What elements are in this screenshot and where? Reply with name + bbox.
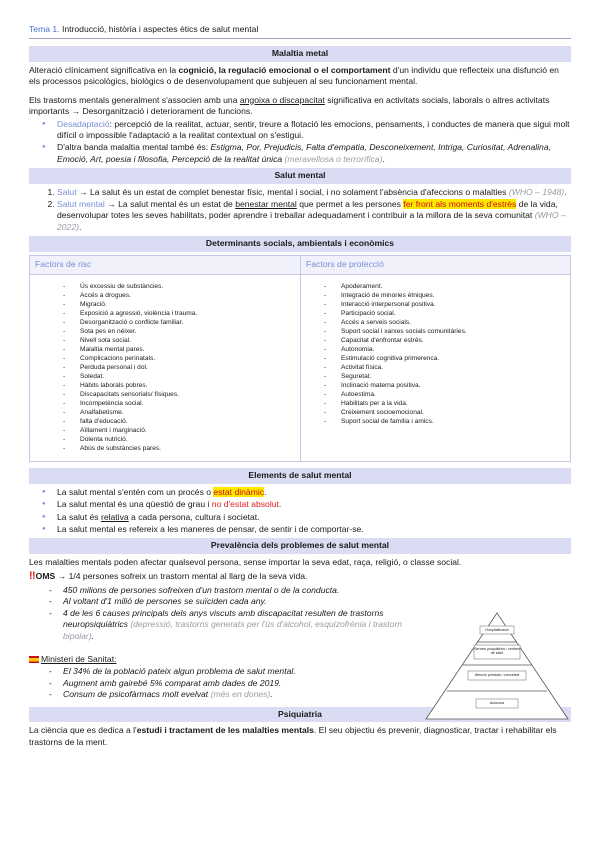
salut-definitions bbox=[29, 187, 571, 234]
list-item: ● Desadaptació: percepció de la realitat, actuar, sentir, treure a flotació les emocions, pensaments, i conductes de manera que sigui molt difícil o impossible l'adaptació a la realitat contextual on s'estigui. bbox=[57, 119, 571, 142]
tema-number: Tema 1. bbox=[29, 24, 60, 34]
factors-table bbox=[29, 255, 571, 463]
risk-header: Factors de risc bbox=[30, 256, 300, 275]
risk-item: - Accés a drogues. bbox=[80, 291, 300, 300]
risk-item: - Soledat. bbox=[80, 372, 300, 381]
list-item: 1. Salut → La salut és un estat de complet benestar físic, mental i social, i no solament l'absència d'afeccions o malalties (WHO – 1948). bbox=[57, 187, 571, 198]
risk-item: - Ús excessiu de substàncies. bbox=[80, 282, 300, 291]
risk-item: - Malaltia mental pares. bbox=[80, 345, 300, 354]
risk-item: - Sota pes en néixer. bbox=[80, 327, 300, 336]
list-item: ● D'altra banda malaltia mental també és: Estigma, Por, Prejudicis, Falta d'empatia, Desconeixement, Intriga, Curiositat, Adrenalina, Emoció, Art, poesia i filosofia, Percepció de la realitat única (meravellosa o terrorífica). bbox=[57, 142, 571, 165]
protection-item: - Suport social i xarxes socials comunitàries. bbox=[341, 327, 570, 336]
risk-item: - Discapacitats sensorials/ físiques. bbox=[80, 390, 300, 399]
risk-item: - Abús de substàncies pares. bbox=[80, 444, 300, 453]
section-title-determinants: Determinants socials, ambientals i econòmics bbox=[29, 236, 571, 251]
protection-column bbox=[300, 256, 570, 462]
protection-item: - Autonomia. bbox=[341, 345, 570, 354]
protection-header: Factors de protecció bbox=[301, 256, 570, 275]
list-item: ● La salut mental s'entén com un procés o estat dinàmic. bbox=[57, 487, 571, 498]
risk-list bbox=[30, 275, 300, 462]
ministeri-title: Ministeri de Sanitat: bbox=[29, 654, 571, 665]
ministeri-list bbox=[29, 666, 429, 700]
risk-item: - Complicacions perinatals. bbox=[80, 354, 300, 363]
definition-paragraph: Alteració clínicament significativa en la cognició, la regulació emocional o el comportament d'un individu que reflecteix una disfunció en els processos psicològics, biològics o de desenvolupament que subjeuen al seu funcionament mental. bbox=[29, 64, 559, 87]
list-item: - 4 de les 6 causes principals dels anys viscuts amb discapacitat resulten de trastorns neuropsiquiàtrics (depressió, trastorns generats per l'ús d'alcohol, esquizofrènia i trastorn bipolar). bbox=[63, 608, 429, 642]
elements-bullets bbox=[29, 487, 571, 536]
risk-item: - falta d'educació. bbox=[80, 417, 300, 426]
protection-item: - Estimulació cognitiva primerenca. bbox=[341, 354, 570, 363]
list-item: - Consum de psicofàrmacs molt evelvat (més en dones). bbox=[63, 689, 429, 700]
pyramid-label: Autocura bbox=[489, 701, 505, 705]
section-title-prevalencia: Prevalència dels problemes de salut mental bbox=[29, 538, 571, 553]
oms-line: ‼OMS → 1/4 persones sofreix un trastorn mental al llarg de la seva vida. bbox=[29, 570, 308, 583]
protection-item: - Apoderament. bbox=[341, 282, 570, 291]
risk-item: - Hàbits laborals pobres. bbox=[80, 381, 300, 390]
list-item: - 450 milions de persones sofreixen d'un trastorn mental o de la conducta. bbox=[63, 585, 429, 596]
protection-item: - Autoestima. bbox=[341, 390, 570, 399]
list-item: 2. Salut mental → La salut mental és un estat de benestar mental que permet a les persones fer front als moments d'estrès de la vida, desenvolupar totes les seves habilitats, poder aprendre i treballar adequadament i contribuir a la millora de la seva comunitat (WHO – 2022). bbox=[57, 199, 571, 233]
protection-item: - Habilitats per a la vida. bbox=[341, 399, 570, 408]
care-pyramid-figure bbox=[424, 611, 570, 721]
protection-item: - Suport social de família i amics. bbox=[341, 417, 570, 426]
list-item: ● La salut mental és una qüestió de grau i no d'estat absolut. bbox=[57, 499, 571, 510]
section-title-malaltia: Malaltia metal bbox=[29, 46, 571, 61]
risk-item: - Analfabetisme. bbox=[80, 408, 300, 417]
pyramid-label: Hospitalització bbox=[485, 628, 509, 632]
protection-item: - Participació social. bbox=[341, 309, 570, 318]
list-item: - Al voltant d'1 milió de persones se suïciden cada any. bbox=[63, 596, 429, 607]
risk-item: - Exposició a agressió, violència i trauma. bbox=[80, 309, 300, 318]
protection-item: - Interacció interpersonal positiva. bbox=[341, 300, 570, 309]
protection-list bbox=[301, 275, 570, 435]
list-item: - El 34% de la població pateix algun problema de salut mental. bbox=[63, 666, 429, 677]
section-title-salut: Salut mental bbox=[29, 168, 571, 183]
alert-icon: ‼ bbox=[29, 570, 36, 583]
risk-item: - Aïllament i marginació. bbox=[80, 426, 300, 435]
protection-item: - Creixement socioemocional. bbox=[341, 408, 570, 417]
protection-item: - Accés a serveis socials. bbox=[341, 318, 570, 327]
oms-list bbox=[29, 585, 429, 642]
pyramid-label: Atenció primària / comunitat bbox=[474, 673, 520, 677]
list-item: ● La salut mental es refereix a les maneres de pensar, de sentir i de comportar-se. bbox=[57, 524, 571, 535]
risk-item: - Migració. bbox=[80, 300, 300, 309]
prevalencia-intro: Les malalties mentals poden afectar qualsevol persona, sense importar la seva edat, raça, religió, o classe social. bbox=[29, 556, 462, 567]
protection-item: - Inclinació materna positiva. bbox=[341, 381, 570, 390]
association-paragraph: Els trastorns mentals generalment s'associen amb una angoixa o discapacitat significativa en activitats socials, laborals o altres activitats importants → Desorganització i deteriorament de funcions. bbox=[29, 94, 550, 117]
list-item: ● La salut és relativa a cada persona, cultura i societat. bbox=[57, 512, 571, 523]
malaltia-bullets bbox=[29, 119, 571, 166]
section-title-elements: Elements de salut mental bbox=[29, 468, 571, 483]
spain-flag-icon bbox=[29, 656, 39, 663]
risk-column bbox=[30, 256, 300, 462]
page-header bbox=[29, 24, 571, 39]
protection-item: - Integració de minories ètniques. bbox=[341, 291, 570, 300]
protection-item: - Capacitat d'enfrontar estrès. bbox=[341, 336, 570, 345]
risk-item: - Dolenta nutrició. bbox=[80, 435, 300, 444]
protection-item: - Seguretat. bbox=[341, 372, 570, 381]
pyramid-label: Serveis psiquiàtrics / centres de salut bbox=[474, 647, 520, 656]
risk-item: - Nivell sota social. bbox=[80, 336, 300, 345]
list-item: - Augment amb gairebé 5% comparat amb dades de 2019. bbox=[63, 678, 429, 689]
protection-item: - Activitat física. bbox=[341, 363, 570, 372]
tema-title: Introducció, història i aspectes ètics de salut mental bbox=[61, 24, 259, 34]
risk-item: - Perduda personal i dol. bbox=[80, 363, 300, 372]
risk-item: - Incompetència social. bbox=[80, 399, 300, 408]
risk-item: - Desorganització o conflicte familiar. bbox=[80, 318, 300, 327]
psiquiatria-paragraph: La ciència que es dedica a l'estudi i tractament de les malalties mentals. El seu objectiu és prevenir, diagnosticar, tractar i rehabilitar els trastorns de la ment. bbox=[29, 725, 557, 747]
section-title-psiquiatria: Psiquiatria bbox=[29, 707, 571, 722]
